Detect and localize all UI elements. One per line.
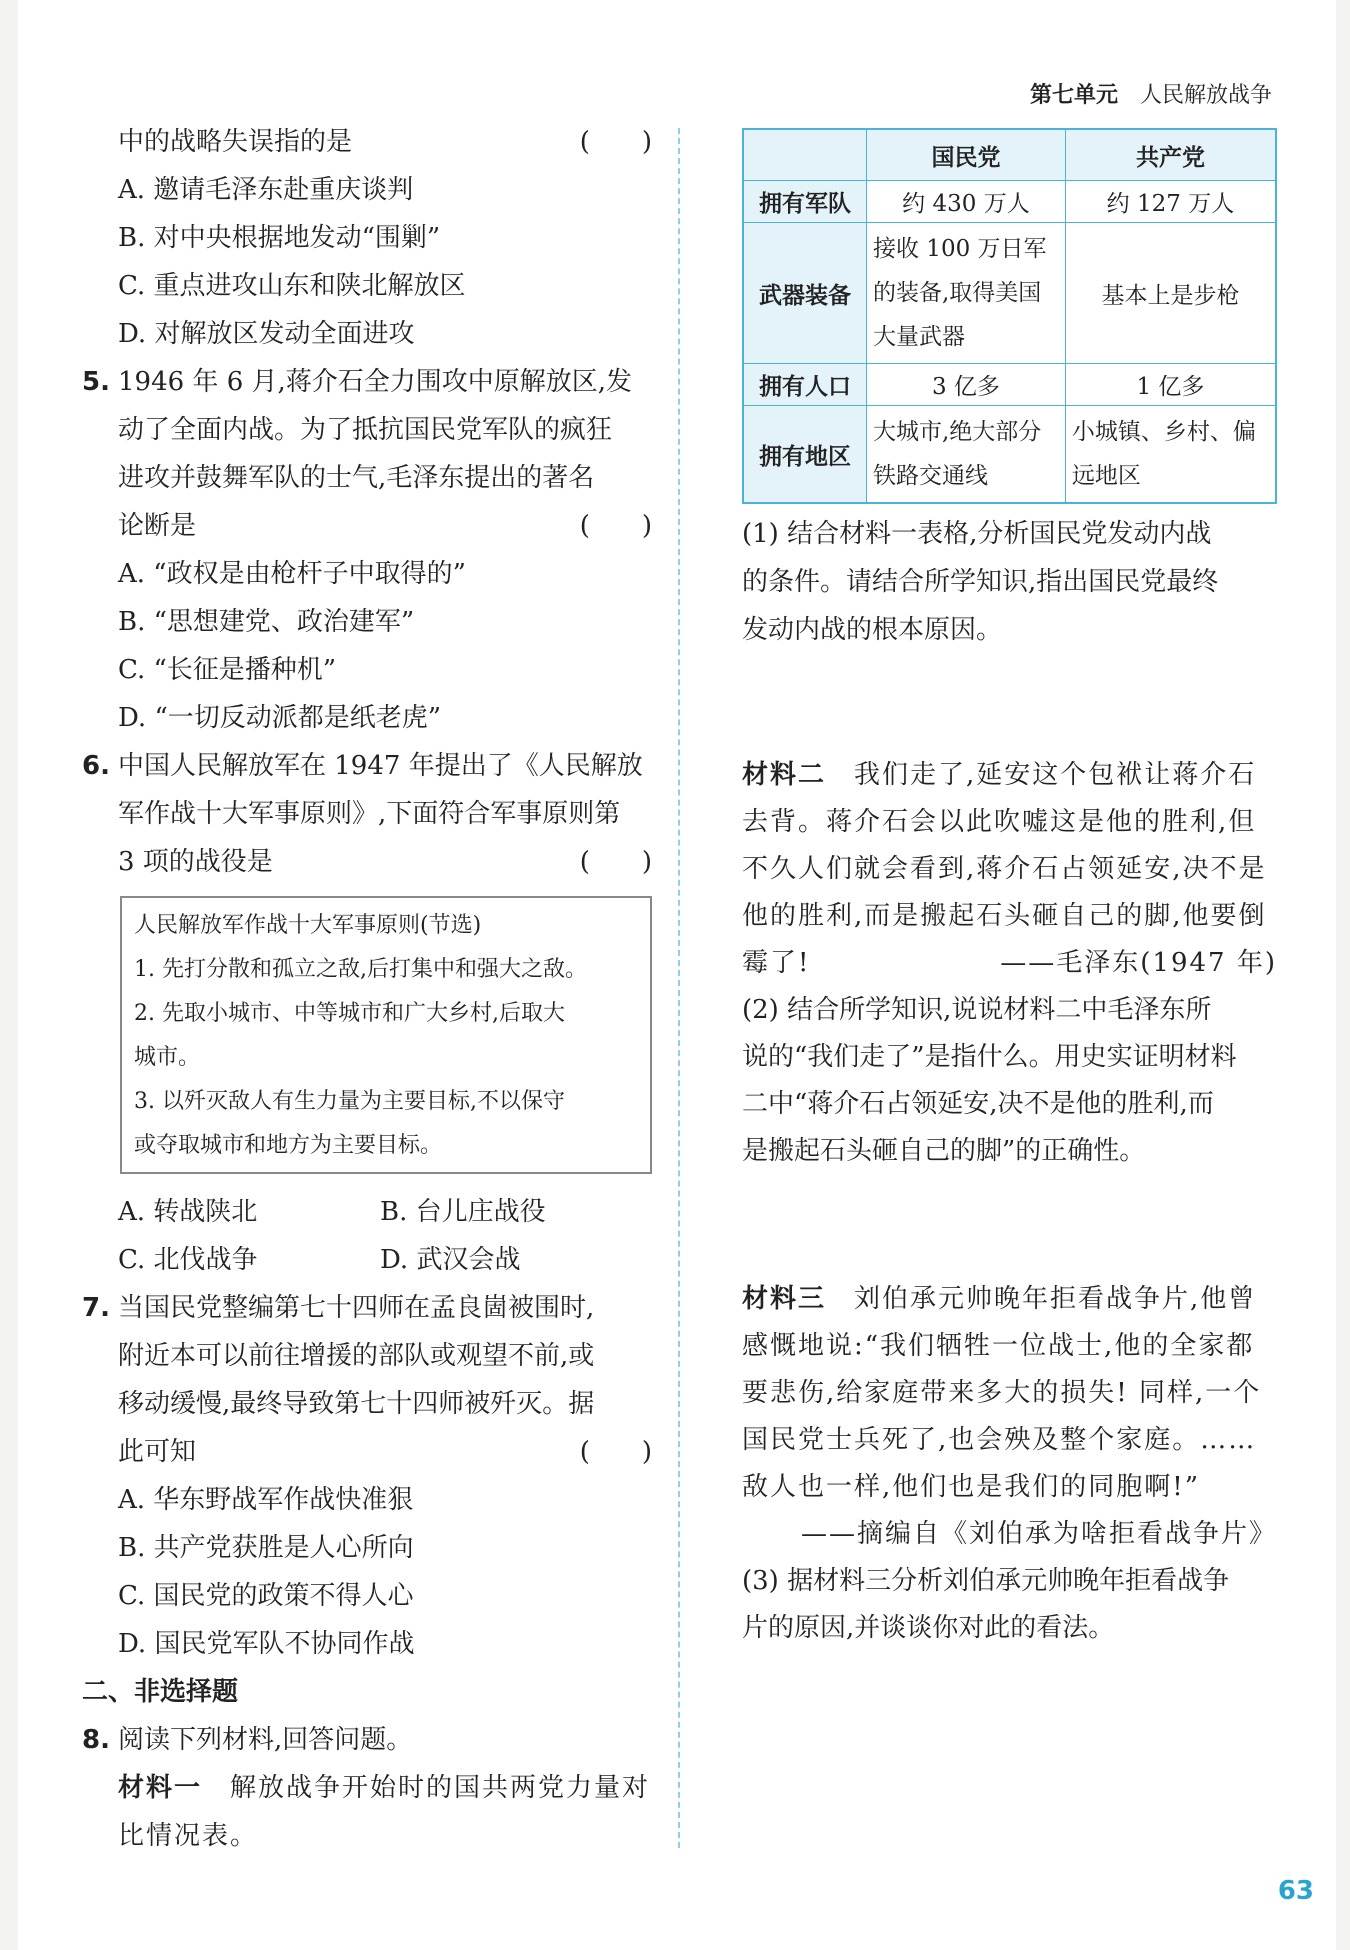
subq3-line: 片的原因,并谈谈你对此的看法。 xyxy=(742,1613,1115,1643)
principles-box xyxy=(120,896,652,1174)
q5-option-a[interactable]: A. “政权是由枪杆子中取得的” xyxy=(118,559,466,589)
subq1-line: 的条件。请结合所学知识,指出国民党最终 xyxy=(742,567,1219,597)
comparison-table xyxy=(742,128,1277,504)
q7-stem-line: 移动缓慢,最终导致第七十四师被歼灭。据 xyxy=(118,1389,595,1419)
q7-option-b[interactable]: B. 共产党获胜是人心所向 xyxy=(118,1533,414,1563)
material2-line: 材料二 我们走了,延安这个包袱让蒋介石 xyxy=(742,760,1257,790)
section-heading: 二、非选择题 xyxy=(82,1677,239,1707)
table-row xyxy=(743,406,1276,504)
material2-line: 他的胜利,而是搬起石头砸自己的脚,他要倒 xyxy=(742,901,1267,931)
page-header xyxy=(1030,78,1272,109)
left-column xyxy=(82,118,652,1860)
q7-option-a[interactable]: A. 华东野战军作战快准狠 xyxy=(118,1485,414,1515)
unit-label: 第七单元 xyxy=(1029,83,1118,108)
material3-line: 材料三 刘伯承元帅晚年拒看战争片,他曾 xyxy=(742,1284,1257,1314)
q6-options-row xyxy=(82,1236,652,1284)
subq2-line: 是搬起石头砸自己的脚”的正确性。 xyxy=(742,1136,1146,1166)
answer-paren[interactable]: ( ) xyxy=(579,847,652,877)
page-number: 63 xyxy=(1277,1876,1314,1906)
material1-line: 材料一 解放战争开始时的国共两党力量对 xyxy=(118,1773,651,1803)
q5-stem-line: 进攻并鼓舞军队的士气,毛泽东提出的著名 xyxy=(118,463,595,493)
q7-number: 7. xyxy=(82,1293,110,1323)
q6-stem-line: 3 项的战役是 ( ) xyxy=(82,838,652,886)
q6-options-row xyxy=(82,1188,652,1236)
row-label: 拥有人口 xyxy=(743,364,867,406)
right-column-q1 xyxy=(742,510,1277,654)
table-header-cell xyxy=(743,129,867,181)
row-label: 武器装备 xyxy=(743,223,867,364)
table-cell: 1 亿多 xyxy=(1065,364,1276,406)
q5-stem-line: 5. 1946 年 6 月,蒋介石全力围攻中原解放区,发 xyxy=(82,358,652,406)
answer-paren[interactable]: ( ) xyxy=(579,1437,652,1467)
subq1-line: (1) 结合材料一表格,分析国民党发动内战 xyxy=(742,519,1212,549)
row-label: 拥有军队 xyxy=(743,181,867,223)
q6-option-c[interactable]: C. 北伐战争 xyxy=(118,1245,258,1275)
q6-option-a[interactable]: A. 转战陕北 xyxy=(118,1197,258,1227)
q6-stem-line: 6. 中国人民解放军在 1947 年提出了《人民解放 xyxy=(82,742,652,790)
q4-option-d[interactable]: D. 对解放区发动全面进攻 xyxy=(118,319,415,349)
q8-stem: 8. 阅读下列材料,回答问题。 xyxy=(82,1716,652,1764)
table-header-row xyxy=(743,129,1276,181)
q4-option-c[interactable]: C. 重点进攻山东和陕北解放区 xyxy=(118,271,466,301)
q5-option-b[interactable]: B. “思想建党、政治建军” xyxy=(118,607,415,637)
subq2-line: 说的“我们走了”是指什么。用史实证明材料 xyxy=(742,1042,1237,1072)
table-row xyxy=(743,181,1276,223)
q4-tail: 中的战略失误指的是 ( ) xyxy=(82,118,652,166)
q7-stem-line: 7. 当国民党整编第七十四师在孟良崮被围时, xyxy=(82,1284,652,1332)
box-line: 3. 以歼灭敌人有生力量为主要目标,不以保守 xyxy=(134,1089,565,1114)
subq1-line: 发动内战的根本原因。 xyxy=(742,615,1003,645)
material3-line: 感慨地说:“我们牺牲一位战士,他的全家都 xyxy=(742,1331,1255,1361)
table-cell: 约 127 万人 xyxy=(1065,181,1276,223)
box-line: 2. 先取小城市、中等城市和广大乡村,后取大 xyxy=(134,1001,565,1026)
material2-line: 不久人们就会看到,蒋介石占领延安,决不是 xyxy=(742,854,1267,884)
table-header-cell: 共产党 xyxy=(1065,129,1276,181)
q6-option-d[interactable]: D. 武汉会战 xyxy=(380,1245,521,1275)
table-cell: 小城镇、乡村、偏 远地区 xyxy=(1065,406,1276,504)
q5-option-d[interactable]: D. “一切反动派都是纸老虎” xyxy=(118,703,442,733)
material2-label: 材料二 xyxy=(742,760,827,790)
q6-stem-line: 军作战十大军事原则》,下面符合军事原则第 xyxy=(118,799,621,829)
material2-line: 去背。蒋介石会以此吹嘘这是他的胜利,但 xyxy=(742,807,1257,837)
q6-number: 6. xyxy=(82,751,110,781)
table-cell: 接收 100 万日军 的装备,取得美国 大量武器 xyxy=(867,223,1066,364)
row-label: 拥有地区 xyxy=(743,406,867,504)
material3-line: 敌人也一样,他们也是我们的同胞啊!” xyxy=(742,1472,1201,1502)
unit-title: 人民解放战争 xyxy=(1139,83,1272,108)
q5-number: 5. xyxy=(82,367,110,397)
q7-option-d[interactable]: D. 国民党军队不协同作战 xyxy=(118,1629,415,1659)
box-line: 1. 先打分散和孤立之敌,后打集中和强大之敌。 xyxy=(134,957,587,982)
box-line: 城市。 xyxy=(134,1045,201,1070)
q5-option-c[interactable]: C. “长征是播种机” xyxy=(118,655,337,685)
material2-line: 霉了! ——毛泽东(1947 年) xyxy=(742,940,1277,987)
column-divider xyxy=(678,128,680,1848)
table-cell: 基本上是步枪 xyxy=(1065,223,1276,364)
right-column-material3 xyxy=(742,1276,1277,1652)
table-cell: 大城市,绝大部分 铁路交通线 xyxy=(867,406,1066,504)
q5-stem-line: 论断是 ( ) xyxy=(82,502,652,550)
answer-paren[interactable]: ( ) xyxy=(579,511,652,541)
right-column-material2 xyxy=(742,752,1277,1175)
q5-stem-line: 动了全面内战。为了抵抗国民党军队的疯狂 xyxy=(118,415,613,445)
q7-stem-line: 此可知 ( ) xyxy=(82,1428,652,1476)
material3-source: ——摘编自《刘伯承为啥拒看战争片》 xyxy=(800,1519,1277,1549)
box-line: 或夺取城市和地方为主要目标。 xyxy=(134,1133,443,1158)
subq2-line: (2) 结合所学知识,说说材料二中毛泽东所 xyxy=(742,995,1212,1025)
answer-paren[interactable]: ( ) xyxy=(579,127,652,157)
material3-label: 材料三 xyxy=(742,1284,827,1314)
q6-option-b[interactable]: B. 台儿庄战役 xyxy=(380,1197,546,1227)
subq3-line: (3) 据材料三分析刘伯承元帅晚年拒看战争 xyxy=(742,1566,1230,1596)
q8-number: 8. xyxy=(82,1725,110,1755)
table-cell: 约 430 万人 xyxy=(867,181,1066,223)
subq2-line: 二中“蒋介石占领延安,决不是他的胜利,而 xyxy=(742,1089,1214,1119)
q4-option-b[interactable]: B. 对中央根据地发动“围剿” xyxy=(118,223,441,253)
q4-option-a[interactable]: A. 邀请毛泽东赴重庆谈判 xyxy=(118,175,414,205)
q7-option-c[interactable]: C. 国民党的政策不得人心 xyxy=(118,1581,414,1611)
table-row xyxy=(743,223,1276,364)
table-row xyxy=(743,364,1276,406)
q7-stem-line: 附近本可以前往增援的部队或观望不前,或 xyxy=(118,1341,595,1371)
table-header-cell: 国民党 xyxy=(867,129,1066,181)
material1-line: 比情况表。 xyxy=(118,1821,259,1851)
material3-line: 国民党士兵死了,也会殃及整个家庭。…… xyxy=(742,1425,1257,1455)
table-cell: 3 亿多 xyxy=(867,364,1066,406)
material2-source: ——毛泽东(1947 年) xyxy=(1000,948,1277,978)
box-title: 人民解放军作战十大军事原则(节选) xyxy=(134,913,482,938)
material1-label: 材料一 xyxy=(118,1773,203,1803)
material3-line: 要悲伤,给家庭带来多大的损失! 同样,一个 xyxy=(742,1378,1262,1408)
